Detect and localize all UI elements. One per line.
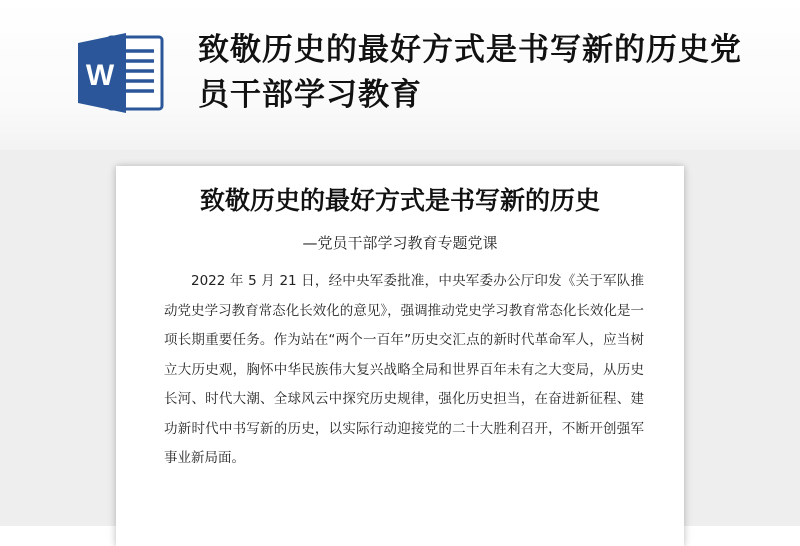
banner-title: 致敬历史的最好方式是书写新的历史党员干部学习教育 [198,32,742,113]
document-paragraph: 2022 年 5 月 21 日，经中央军委批准，中央军委办公厅印发《关于军队推动党史学习教育常态化长效化的意见》，强调推动党史学习教育常态化长效化是一项长期重要任务。作为站在“两个一百年”历史交汇点的新时代革命军人，应当树立大历史观，胸怀中华民族伟大复兴战略全局和世界百年未有之大变局，从历史长河、时代大潮、全球风云中探究历史规律，强化历史担当，在奋进新征程、建功新时代中书写新的历史，以实际行动迎接党的二十大胜利召开，不断开创强军事业新局面。 [164,273,644,466]
word-document-icon [78,33,164,113]
document-title: 致敬历史的最好方式是书写新的历史 [199,186,600,215]
document-page [116,166,684,546]
header-banner [0,0,800,150]
word-logo-letter: W [85,59,115,92]
document-subtitle: —党员干部学习教育专题党课 [302,234,498,252]
